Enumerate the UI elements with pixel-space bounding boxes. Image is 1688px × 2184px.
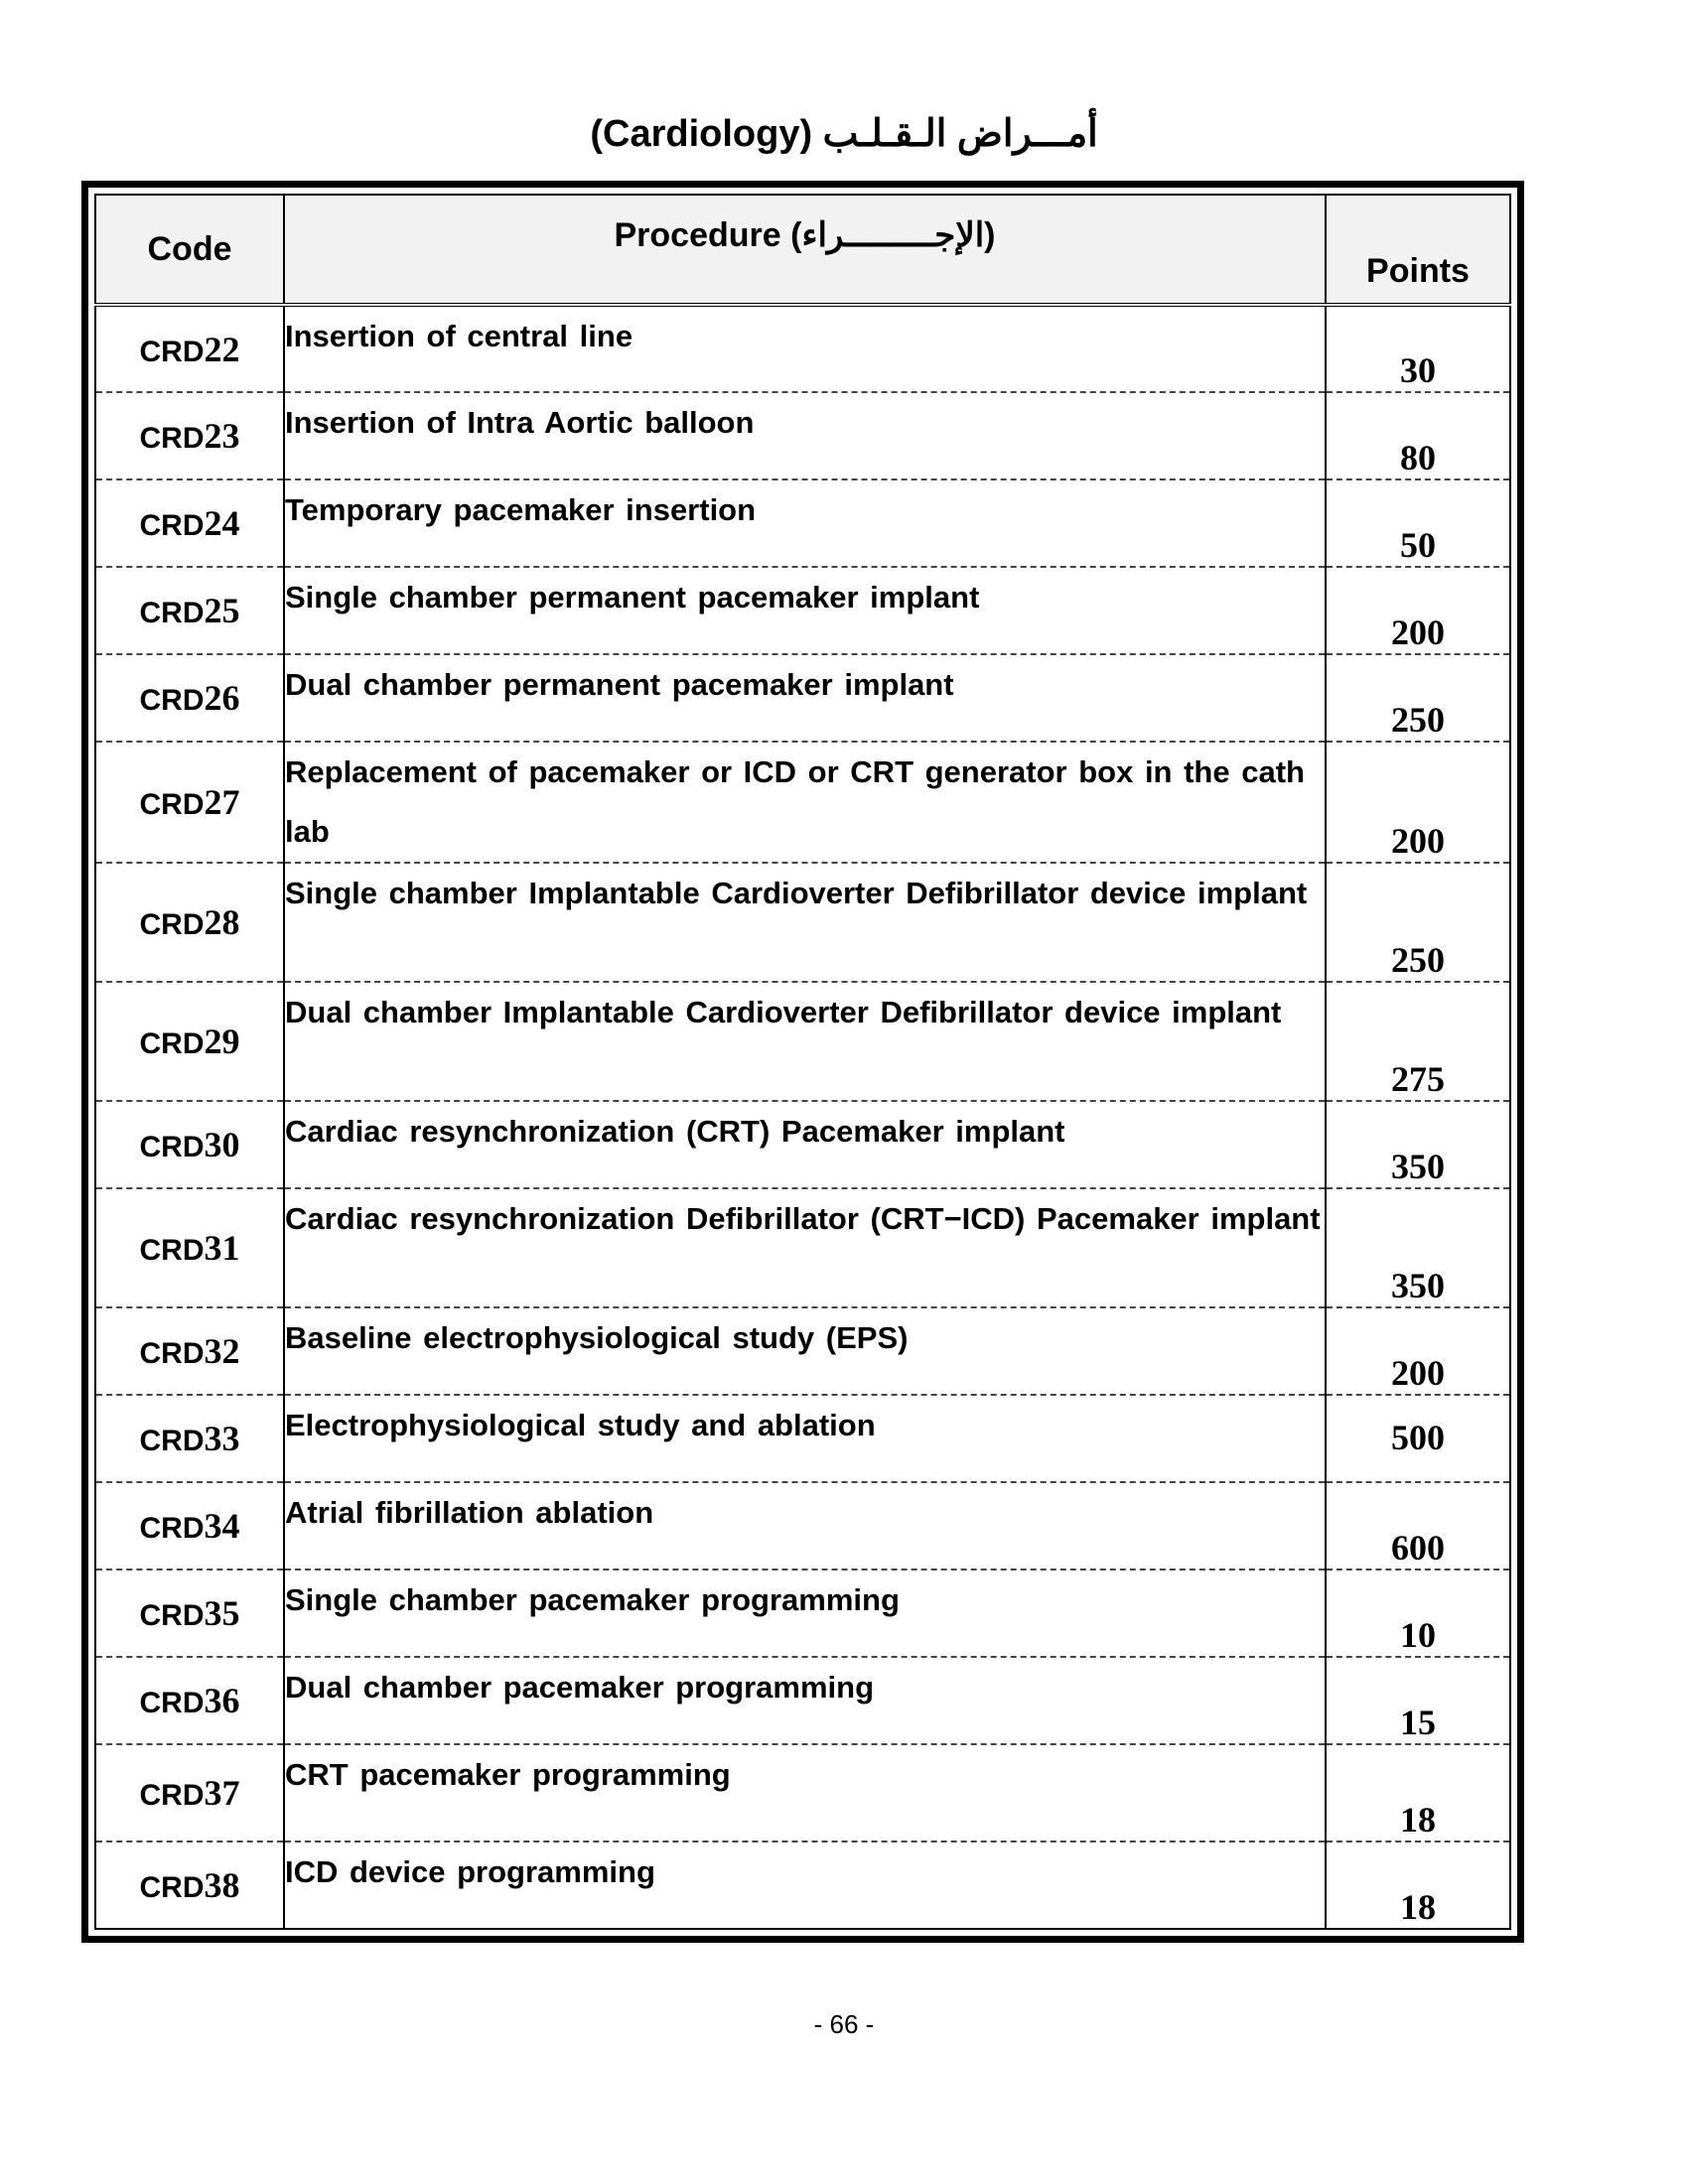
code-number: 34	[204, 1506, 240, 1546]
row-code	[95, 1395, 284, 1482]
row-points: 18	[1326, 1744, 1510, 1842]
row-procedure: Insertion of Intra Aortic balloon	[284, 392, 1326, 479]
table-row	[95, 479, 1510, 567]
code-prefix: CRD	[139, 1512, 205, 1545]
row-code	[95, 742, 284, 863]
header-code: Code	[95, 195, 284, 305]
code-number: 31	[204, 1228, 240, 1268]
row-code	[95, 567, 284, 654]
row-procedure: Cardiac resynchronization Defibrillator (CRT−ICD) Pacemaker implant	[284, 1188, 1326, 1307]
table-row	[95, 1570, 1510, 1657]
table-row	[95, 1482, 1510, 1570]
row-code	[95, 1657, 284, 1744]
row-procedure: Atrial fibrillation ablation	[284, 1482, 1326, 1570]
row-points: 50	[1326, 479, 1510, 567]
code-number: 32	[204, 1331, 240, 1371]
table-row	[95, 567, 1510, 654]
code-prefix: CRD	[139, 509, 205, 542]
code-number: 35	[204, 1593, 240, 1633]
table-row	[95, 1744, 1510, 1842]
row-procedure: Single chamber permanent pacemaker implant	[284, 567, 1326, 654]
row-procedure: Dual chamber Implantable Cardioverter Defibrillator device implant	[284, 982, 1326, 1101]
row-code	[95, 1842, 284, 1929]
code-prefix: CRD	[139, 335, 205, 368]
code-prefix: CRD	[139, 597, 205, 629]
code-prefix: CRD	[139, 1687, 205, 1719]
row-code	[95, 392, 284, 479]
row-procedure: ICD device programming	[284, 1842, 1326, 1929]
table-row	[95, 1842, 1510, 1929]
code-number: 28	[204, 902, 240, 942]
row-points: 350	[1326, 1188, 1510, 1307]
row-code	[95, 479, 284, 567]
table-row	[95, 392, 1510, 479]
row-code	[95, 654, 284, 742]
header-points: Points	[1326, 195, 1510, 305]
page-number: - 66 -	[813, 2009, 875, 2039]
code-prefix: CRD	[139, 1131, 205, 1163]
table-row	[95, 1101, 1510, 1188]
row-code	[95, 1744, 284, 1842]
code-number: 36	[204, 1681, 240, 1720]
row-points: 200	[1326, 567, 1510, 654]
row-procedure: Single chamber pacemaker programming	[284, 1570, 1326, 1657]
row-points: 350	[1326, 1101, 1510, 1188]
row-code	[95, 1101, 284, 1188]
row-code	[95, 863, 284, 982]
row-procedure: Single chamber Implantable Cardioverter Defibrillator device implant	[284, 863, 1326, 982]
table-row	[95, 982, 1510, 1101]
table-row	[95, 742, 1510, 863]
code-prefix: CRD	[139, 422, 205, 455]
row-points: 600	[1326, 1482, 1510, 1570]
procedure-table-frame	[81, 181, 1524, 1943]
code-prefix: CRD	[139, 1599, 205, 1632]
row-points: 500	[1326, 1395, 1510, 1482]
code-number: 24	[204, 503, 240, 543]
code-prefix: CRD	[139, 1234, 205, 1267]
code-prefix: CRD	[139, 684, 205, 717]
code-number: 22	[204, 329, 240, 369]
row-procedure: Temporary pacemaker insertion	[284, 479, 1326, 567]
code-prefix: CRD	[139, 908, 205, 941]
row-points: 275	[1326, 982, 1510, 1101]
code-number: 27	[204, 782, 240, 822]
row-procedure: Baseline electrophysiological study (EPS)	[284, 1307, 1326, 1395]
row-code	[95, 1570, 284, 1657]
table-row	[95, 654, 1510, 742]
row-points: 10	[1326, 1570, 1510, 1657]
row-procedure: Electrophysiological study and ablation	[284, 1395, 1326, 1482]
row-procedure: Cardiac resynchronization (CRT) Pacemaker implant	[284, 1101, 1326, 1188]
row-points: 15	[1326, 1657, 1510, 1744]
code-prefix: CRD	[139, 1779, 205, 1812]
table-row	[95, 863, 1510, 982]
code-prefix: CRD	[139, 1027, 205, 1060]
row-points: 200	[1326, 742, 1510, 863]
row-procedure: Dual chamber permanent pacemaker implant	[284, 654, 1326, 742]
code-prefix: CRD	[139, 1425, 205, 1457]
row-points: 250	[1326, 654, 1510, 742]
code-number: 23	[204, 416, 240, 456]
row-code	[95, 305, 284, 392]
table-row	[95, 1657, 1510, 1744]
row-procedure: CRT pacemaker programming	[284, 1744, 1326, 1842]
row-points: 18	[1326, 1842, 1510, 1929]
code-prefix: CRD	[139, 1871, 205, 1904]
table-row	[95, 305, 1510, 392]
table-row	[95, 1395, 1510, 1482]
table-row	[95, 1307, 1510, 1395]
code-number: 30	[204, 1125, 240, 1164]
row-procedure: Replacement of pacemaker or ICD or CRT generator box in the cath lab	[284, 742, 1326, 863]
code-number: 26	[204, 678, 240, 718]
row-code	[95, 1188, 284, 1307]
row-points: 30	[1326, 305, 1510, 392]
row-procedure: Insertion of central line	[284, 305, 1326, 392]
row-points: 80	[1326, 392, 1510, 479]
table-row	[95, 1188, 1510, 1307]
row-points: 250	[1326, 863, 1510, 982]
header-procedure: Procedure (الإجـــــــــراء)	[284, 195, 1326, 305]
code-number: 38	[204, 1865, 240, 1905]
row-code	[95, 1307, 284, 1395]
page-title: (Cardiology) أمـــراض الـقـلـب	[590, 113, 1098, 155]
code-prefix: CRD	[139, 1337, 205, 1370]
code-number: 37	[204, 1773, 240, 1813]
procedure-table	[94, 194, 1511, 1930]
row-points: 200	[1326, 1307, 1510, 1395]
table-header-row	[95, 195, 1510, 305]
row-procedure: Dual chamber pacemaker programming	[284, 1657, 1326, 1744]
code-number: 29	[204, 1022, 240, 1061]
row-code	[95, 982, 284, 1101]
row-code	[95, 1482, 284, 1570]
code-prefix: CRD	[139, 788, 205, 821]
code-number: 33	[204, 1419, 240, 1458]
code-number: 25	[204, 591, 240, 630]
